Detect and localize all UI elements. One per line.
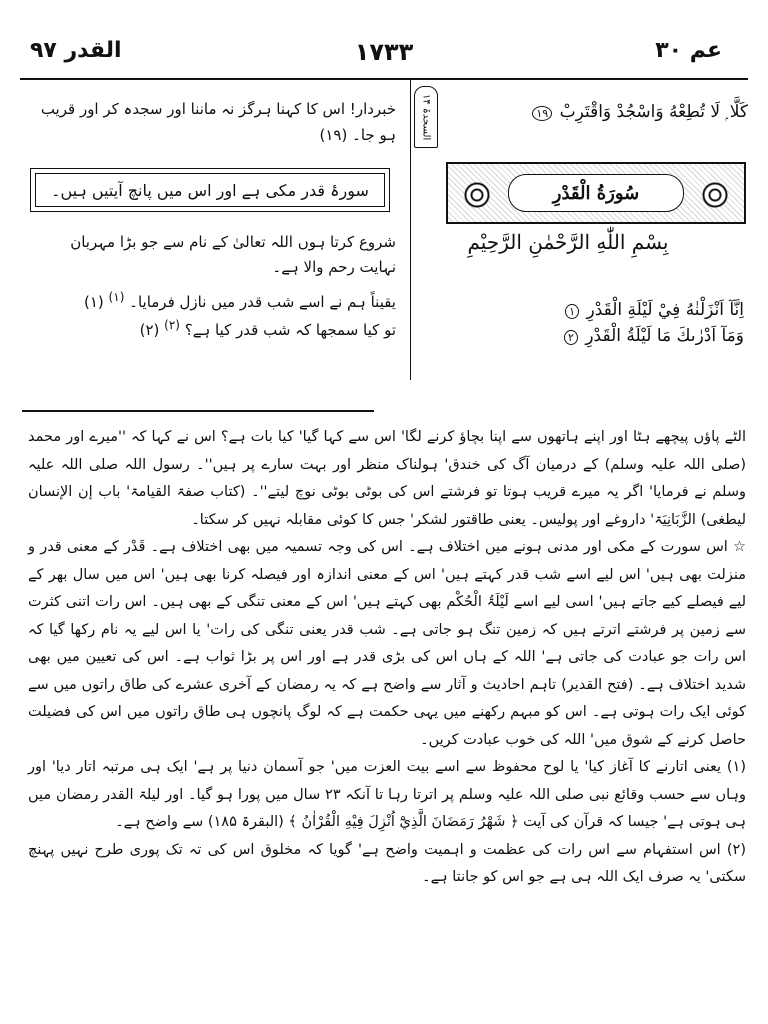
urdu-verse-2-text: تو کیا سمجھا کہ شب قدر کیا ہے؟ [184,321,396,339]
surah-info-box [30,168,390,212]
ayah-number-marker: ۲ [564,330,578,345]
footnote-ref: (۱) [108,290,125,304]
surah-reference: القدر ۹۷ [30,38,122,63]
arabic-ayah-prev [413,102,748,122]
arabic-ayah-1 [409,300,744,320]
arabic-ayah-1-text: اِنَّآ اَنْزَلْنٰهُ فِيْ لَيْلَةِ الْقَدْرِ [586,300,744,320]
ayah-number-marker: ۱۹ [532,106,552,121]
urdu-verse-1 [31,290,396,311]
rosette-ornament-icon [462,180,492,210]
arabic-ayah-2-text: وَمَآ اَدْرٰىكَ مَا لَيْلَةُ الْقَدْرِ [585,326,744,346]
footnote-divider [22,410,374,412]
urdu-verse-1-text: یقیناً ہم نے اسے شب قدر میں نازل فرمایا۔ [129,293,396,311]
arabic-ayah-2 [409,326,744,346]
footnote-2: (۲) اس استفہام سے اس رات کی عظمت و اہمیت واضح ہے' گویا کہ مخلوق اس کی تہ تک پوری طرح نہیں پہنچ سکتی' یہ صرف ایک اللہ ہی ہے جو اس کو جانتا ہے۔ [28,841,746,885]
surah-title: سُورَةُ الْقَدْرِ [508,174,684,212]
juz-label: عم ۳۰ [655,38,722,63]
urdu-verse-2 [31,318,396,339]
verse-number: (۱) [83,293,104,311]
arabic-ayah-prev-text: كَلَّا ۭ لَا تُطِعْهُ وَاسْجُدْ وَاقْتَرِبْ [559,102,748,122]
ayah-number-marker: ۱ [565,304,579,319]
commentary-paragraph: الٹے پاؤں پیچھے ہٹا اور اپنے ہاتھوں سے اپنا بچاؤ کرنے لگا' اس سے کہا گیا' کیا بات ہے؟ اس نے کہا کہ ''میرے اور محمد (صلی اللہ علیہ وسلم) کے درمیان آگ کی خندق' ہولناک منظر اور بہت سارے پر ہیں''۔ رسول اللہ صلی اللہ علیہ وسلم نے فرمایا' اگر یہ میرے قریب ہوتا تو فرشتے اس کی بوٹی بوٹی نوچ لیتے''۔ (کتاب صفۃ القیامۃ' باب إن الإنسان لیطغی) الزَّبَانِیَۃ' داروغے اور پولیس۔ یعنی طاقتور لشکر' جس کا کوئی مقابلہ نہیں کر سکتا۔ [28,429,746,528]
surah-title-ornament [446,162,746,224]
bismillah: بِسْمِ اللّٰهِ الرَّحْمٰنِ الرَّحِيْمِ [467,230,669,254]
page-number: ۱۷۳۳ [354,38,414,66]
sajda-label: السجدۃ ۱۴ [420,93,432,141]
commentary-paragraph: ☆ اس سورت کے مکی اور مدنی ہونے میں اختلاف ہے۔ اس کی وجہ تسمیہ میں بھی اختلاف ہے۔ قَدْر کے معنی قدر و منزلت بھی ہیں' اس لیے اسے شب قدر کہتے ہیں' اس کے معنی اندازہ اور فیصلہ کرنا بھی ہیں' اس میں سال بھر کے لیے فیصلے کیے جاتے ہیں' اسی لیے اسے لَیْلَۃُ الْحُکْم بھی کہتے ہیں' اس کے معنی تنگی کے بھی ہیں۔ اس رات اتنی کثرت سے زمین پر فرشتے اترتے ہیں کہ زمین تنگ ہو جاتی ہے۔ شب قدر یعنی تنگی کی رات' یا اس لیے یہ نام رکھا گیا کہ اس رات جو عبادت کی جاتی ہے' اللہ کے ہاں اس کی بڑی قدر ہے اور اس پر بڑا ثواب ہے۔ اس کی تعیین میں بھی شدید اختلاف ہے۔ (فتح القدیر) تاہم احادیث و آثار سے واضح ہے کہ یہ رمضان کے آخری عشرے کی طاق راتوں میں سے کوئی ایک رات ہوتی ہے۔ اس کو مبہم رکھنے میں یہی حکمت ہے کہ لوگ پانچوں ہی طاق راتوں میں اس کی فضیلت حاصل کرنے کے شوق میں' اللہ کی خوب عبادت کریں۔ [28,539,746,748]
footnote-ref: (۲) [164,318,180,332]
rosette-ornament-icon [700,180,730,210]
verse-number: (۲) [139,321,160,339]
urdu-translation-prev: خبردار! اس کا کہنا ہرگز نہ ماننا اور سجدہ کر اور قریب ہو جا۔ (۱۹) [40,100,396,144]
header-divider [20,78,748,80]
footnote-1: (۱) یعنی اتارنے کا آغاز کیا' یا لوح محفوظ سے اسے بیت العزت میں' جو آسمان دنیا پر ہے' ایک ہی مرتبہ اتار دیا' اور وہاں سے حسب وقائع نبی صلی اللہ علیہ وسلم پر اترتا رہا تا آنکہ ۲۳ سال میں پورا ہو گیا۔ اور لیلۃ القدر رمضان میں ہی ہوتی ہے' جیسا کہ قرآن کی آیت ﴿ شَهْرُ رَمَضَانَ الَّذِيْٓ اُنْزِلَ فِيْهِ الْقُرْاٰنُ ﴾ (البقرۃ ۱۸۵) سے واضح ہے۔ [28,759,747,830]
urdu-bismillah-translation: شروع کرتا ہوں اللہ تعالیٰ کے نام سے جو بڑا مہربان نہایت رحم والا ہے۔ [70,233,396,276]
commentary [28,424,746,892]
surah-info-text: سورۂ قدر مکی ہے اور اس میں پانچ آیتیں ہیں۔ [35,173,385,207]
